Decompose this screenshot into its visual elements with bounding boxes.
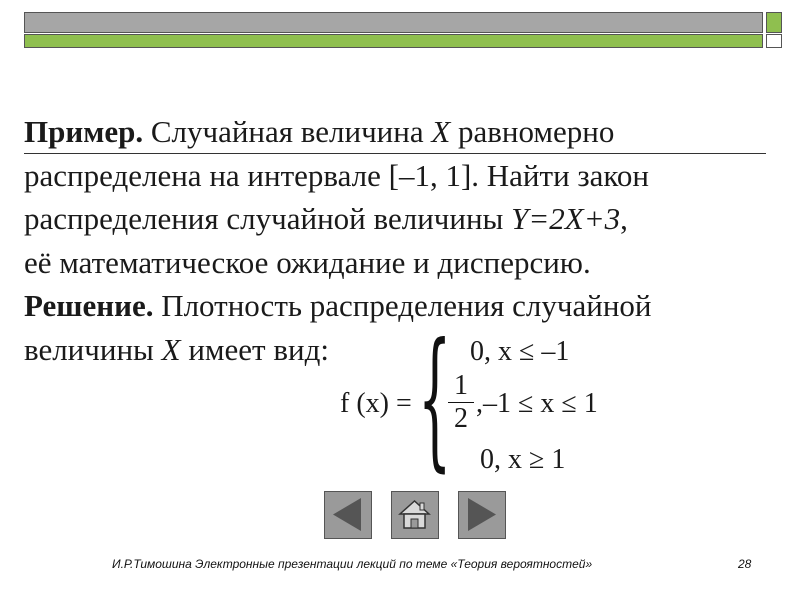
footer-author: И.Р.Тимошина Электронные презентации лекций по теме «Теория вероятностей» [112, 557, 593, 571]
solution-label: Решение. [24, 288, 154, 323]
triangle-left-icon [325, 492, 370, 537]
formula-case-3: 0, x ≥ 1 [480, 444, 566, 475]
prev-slide-button[interactable] [324, 491, 372, 539]
body-line-4: её математическое ожидание и дисперсию. [24, 244, 591, 280]
header-green-square [766, 12, 782, 33]
header-gray-bar [24, 12, 763, 33]
next-slide-button[interactable] [458, 491, 506, 539]
body-line-5: Решение. Плотность распределения случайной [24, 288, 652, 323]
home-button[interactable] [391, 491, 439, 539]
home-icon [392, 492, 437, 537]
body-line-6: величины X имеет вид: [24, 331, 329, 367]
formula-fraction [448, 370, 474, 435]
fraction-numerator: 1 [454, 370, 468, 401]
fraction-denominator: 2 [448, 402, 474, 435]
density-formula [330, 312, 630, 486]
formula-lhs: f (x) = [340, 388, 412, 419]
header-green-bar [24, 34, 763, 48]
header-white-square [766, 34, 782, 48]
body-line-1: Пример. Случайная величина X равномерно [24, 114, 615, 149]
brace-icon: { [418, 312, 452, 486]
triangle-right-icon [459, 492, 504, 537]
page-number: 28 [738, 557, 752, 571]
body-line-3: распределения случайной величины Y=2X+3, [24, 201, 628, 236]
example-label: Пример. [24, 114, 144, 149]
body-line-2: распределена на интервале [–1, 1]. Найти закон [24, 157, 649, 193]
formula-case-1: 0, x ≤ –1 [470, 336, 570, 367]
formula-case-2: ,–1 ≤ x ≤ 1 [476, 388, 598, 419]
